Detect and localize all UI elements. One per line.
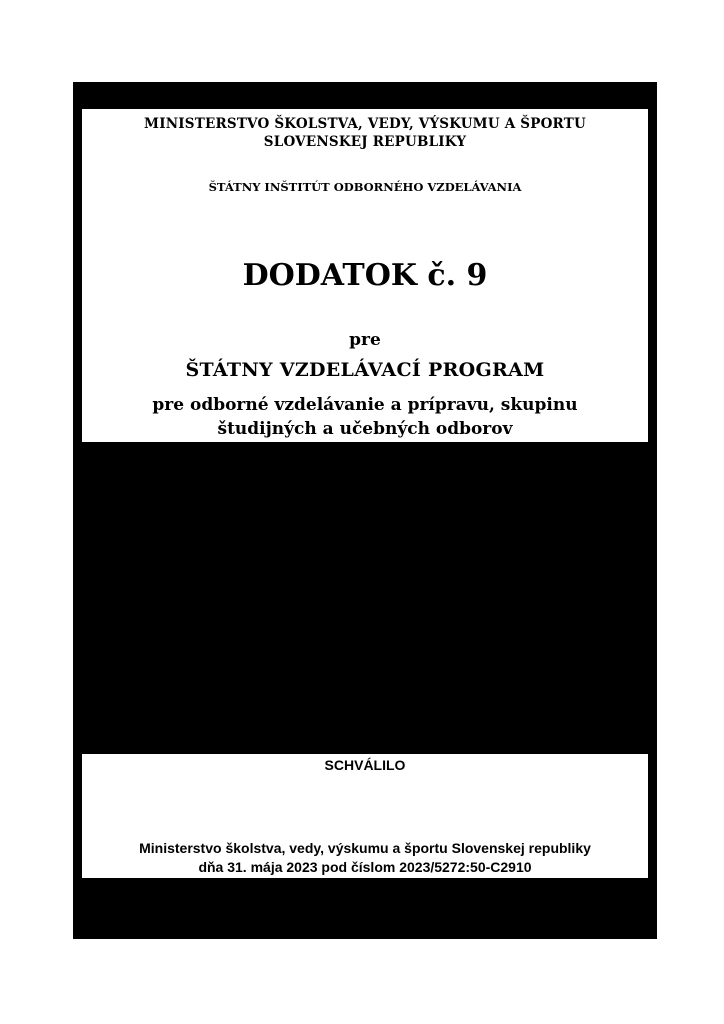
approval-line-1: Ministerstvo školstva, vedy, výskumu a športu Slovenskej republiky xyxy=(139,840,591,856)
document-title: DODATOK č. 9 xyxy=(242,258,488,293)
approval-line-2: dňa 31. mája 2023 pod číslom 2023/5272:50-C2910 xyxy=(198,859,532,875)
approved-label: SCHVÁLILO xyxy=(324,757,406,773)
black-frame xyxy=(73,82,657,939)
pre-label: pre xyxy=(349,330,381,350)
ministry-line-1: MINISTERSTVO ŠKOLSTVA, VEDY, VÝSKUMU A ŠPORTU xyxy=(144,116,586,132)
subtitle-line-1: pre odborné vzdelávanie a prípravu, skupinu xyxy=(152,395,578,415)
approval-box xyxy=(82,754,648,878)
program-title: ŠTÁTNY VZDELÁVACÍ PROGRAM xyxy=(185,359,545,381)
header-box xyxy=(82,109,648,442)
ministry-line-2: SLOVENSKEJ REPUBLIKY xyxy=(263,134,467,150)
approval-text xyxy=(82,839,648,877)
subtitle-line-2: študijných a učebných odborov xyxy=(217,419,513,439)
ministry-name xyxy=(82,115,648,151)
program-subtitle xyxy=(82,393,648,441)
institute-name: ŠTÁTNY INŠTITÚT ODBORNÉHO VZDELÁVANIA xyxy=(208,180,522,194)
